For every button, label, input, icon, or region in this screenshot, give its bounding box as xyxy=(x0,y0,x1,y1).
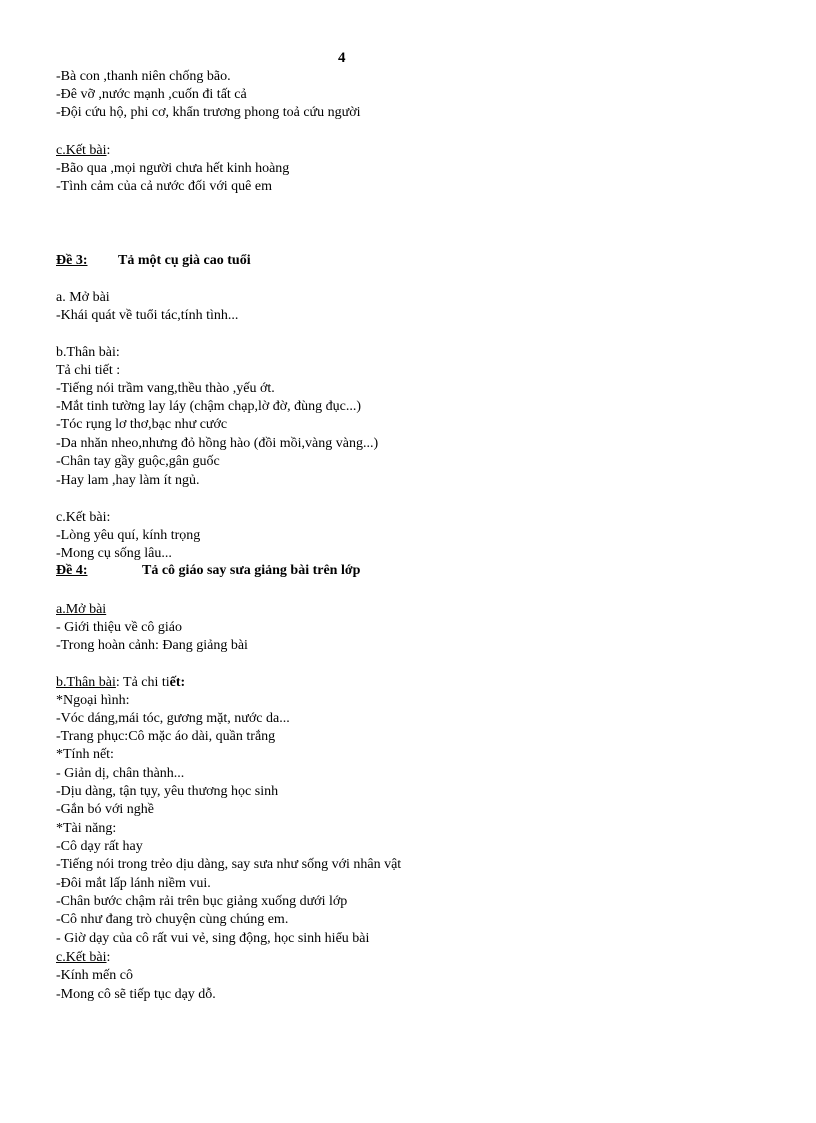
list-item: -Mong cô sẽ tiếp tục dạy dỗ. xyxy=(56,987,216,1002)
list-item: -Mắt tinh tường lay láy (chậm chạp,lờ đờ, đùng đục...) xyxy=(56,399,362,414)
list-item: -Tóc rụng lơ thơ,bạc như cước xyxy=(56,417,228,432)
ket-bai-label: c.Kết bài xyxy=(56,950,107,965)
than-bai-heading: b.Thân bài: xyxy=(56,345,120,360)
list-item: -Hay lam ,hay làm ít ngủ. xyxy=(56,473,200,488)
than-bai-heading xyxy=(56,674,185,692)
list-item: -Kính mến cô xyxy=(56,968,133,983)
list-item: -Đôi mắt lấp lánh niềm vui. xyxy=(56,876,211,891)
than-bai-rest: : Tả chi ti xyxy=(115,675,170,690)
list-item: -Trong hoàn cảnh: Đang giảng bài xyxy=(56,638,248,653)
list-item: -Bà con ,thanh niên chống bão. xyxy=(56,69,231,84)
list-item: -Vóc dáng,mái tóc, gương mặt, nước da... xyxy=(56,711,290,726)
list-item: -Tiếng nói trầm vang,thều thào ,yếu ớt. xyxy=(56,381,275,396)
mo-bai-heading: a. Mở bài xyxy=(56,290,110,305)
ket-bai-heading xyxy=(56,949,110,967)
heading-suffix: : xyxy=(106,143,111,158)
list-item: -Đê vỡ ,nước mạnh ,cuốn đi tất cả xyxy=(56,87,247,102)
ket-bai-heading: c.Kết bài: xyxy=(56,510,111,525)
section-heading xyxy=(56,142,110,160)
list-item: -Khái quát về tuổi tác,tính tình... xyxy=(56,308,239,323)
list-item: *Ngoại hình: xyxy=(56,693,130,708)
list-item: -Chân bước chậm rải trên bục giảng xuống dưới lớp xyxy=(56,894,348,909)
ket-bai-heading: c.Kết bài xyxy=(56,143,107,158)
list-item: -Bão qua ,mọi người chưa hết kinh hoàng xyxy=(56,161,290,176)
list-item: -Lòng yêu quí, kính trọng xyxy=(56,528,201,543)
list-item: *Tính nết: xyxy=(56,747,114,762)
list-item: -Tình cảm của cả nước đối với quê em xyxy=(56,179,272,194)
de4-label: Đề 4: xyxy=(56,563,88,578)
list-item: -Gắn bó với nghề xyxy=(56,802,154,817)
list-item: - Giới thiệu về cô giáo xyxy=(56,620,182,635)
de3-label: Đề 3: xyxy=(56,253,88,268)
than-bai-label: b.Thân bài xyxy=(56,675,116,690)
list-item: -Trang phục:Cô mặc áo dài, quần trắng xyxy=(56,729,276,744)
list-item: - Giờ dạy của cô rất vui vẻ, sing động, học sinh hiểu bài xyxy=(56,931,370,946)
list-item: -Cô dạy rất hay xyxy=(56,839,143,854)
than-bai-bold: ết: xyxy=(169,675,186,690)
de3-title: Tả một cụ già cao tuổi xyxy=(118,253,251,268)
list-item: -Cô như đang trò chuyện cùng chúng em. xyxy=(56,912,289,927)
than-bai-sub: Tả chi tiết : xyxy=(56,363,121,378)
list-item: -Da nhăn nheo,nhưng đỏ hồng hào (đồi mồi,vàng vàng...) xyxy=(56,436,379,451)
list-item: *Tài năng: xyxy=(56,821,117,836)
page-number: 4 xyxy=(338,50,346,66)
list-item: -Mong cụ sống lâu... xyxy=(56,546,172,561)
list-item: -Dịu dàng, tận tụy, yêu thương học sinh xyxy=(56,784,279,799)
heading-suffix: : xyxy=(106,950,111,965)
de4-title: Tả cô giáo say sưa giảng bài trên lớp xyxy=(142,563,361,578)
mo-bai-heading: a.Mở bài xyxy=(56,602,107,617)
list-item: -Đội cứu hộ, phi cơ, khẩn trương phong toả cứu người xyxy=(56,105,361,120)
list-item: -Chân tay gầy guộc,gân guốc xyxy=(56,454,220,469)
list-item: -Tiếng nói trong trẻo dịu dàng, say sưa như sống với nhân vật xyxy=(56,857,402,872)
list-item: - Giản dị, chân thành... xyxy=(56,766,185,781)
